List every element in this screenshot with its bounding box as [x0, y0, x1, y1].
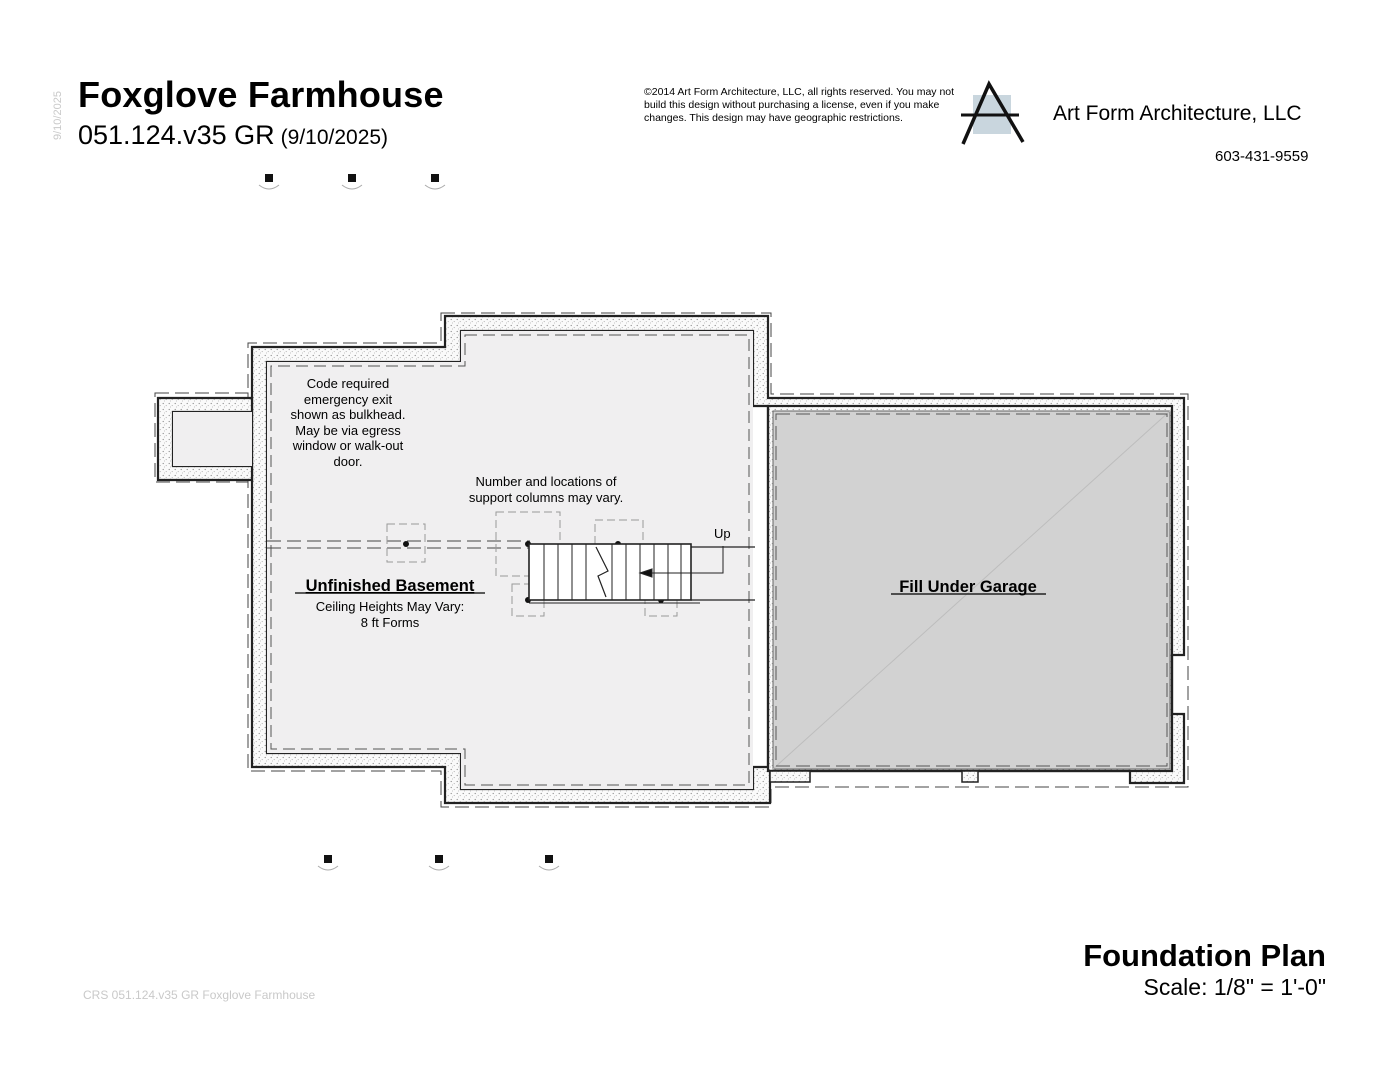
- company-name: Art Form Architecture, LLC: [1053, 102, 1302, 125]
- garage-label: Fill Under Garage: [899, 578, 1037, 596]
- light-fixture-icon: [342, 174, 362, 189]
- svg-text:shown as bulkhead.: shown as bulkhead.: [290, 407, 406, 422]
- sheet-scale: Scale: 1/8" = 1'-0": [1143, 974, 1326, 1000]
- svg-text:Ceiling Heights May Vary:: Ceiling Heights May Vary:: [315, 599, 465, 614]
- svg-text:Number and locations of: Number and locations of: [475, 474, 617, 489]
- plan-code: 051.124.v35 GR: [78, 120, 275, 150]
- sheet-title: Foundation Plan: [1083, 938, 1326, 973]
- plan-date: (9/10/2025): [280, 126, 389, 149]
- basement-label: Unfinished Basement: [305, 577, 475, 595]
- footer-code: CRS 051.124.v35 GR Foxglove Farmhouse: [83, 988, 316, 1002]
- svg-text:May be via egress: May be via egress: [295, 423, 401, 438]
- light-fixture-icon: [318, 855, 338, 870]
- svg-text:8 ft Forms: 8 ft Forms: [360, 615, 420, 630]
- side-date: 9/10/2025: [52, 91, 64, 140]
- stair-up-label: Up: [714, 526, 731, 541]
- light-fixture-icon: [429, 855, 449, 870]
- svg-text:Code required: Code required: [306, 376, 390, 391]
- svg-text:window or walk-out: window or walk-out: [292, 438, 404, 453]
- plan-title: Foxglove Farmhouse: [78, 74, 444, 115]
- light-fixture-icon: [539, 855, 559, 870]
- svg-text:support columns may vary.: support columns may vary.: [468, 490, 624, 505]
- svg-text:door.: door.: [333, 454, 363, 469]
- company-phone: 603-431-9559: [1215, 148, 1309, 165]
- light-fixture-icon: [425, 174, 445, 189]
- copyright-notice: ©2014 Art Form Architecture, LLC, all rights reserved. You may not build this design without purchasing a license, even if you make changes. This design may have geographic restrictions.: [644, 86, 955, 124]
- bulkhead-floor: [173, 412, 252, 466]
- light-fixture-icon: [259, 174, 279, 189]
- svg-text:emergency exit: emergency exit: [303, 392, 393, 407]
- support-columns-note: [469, 474, 623, 505]
